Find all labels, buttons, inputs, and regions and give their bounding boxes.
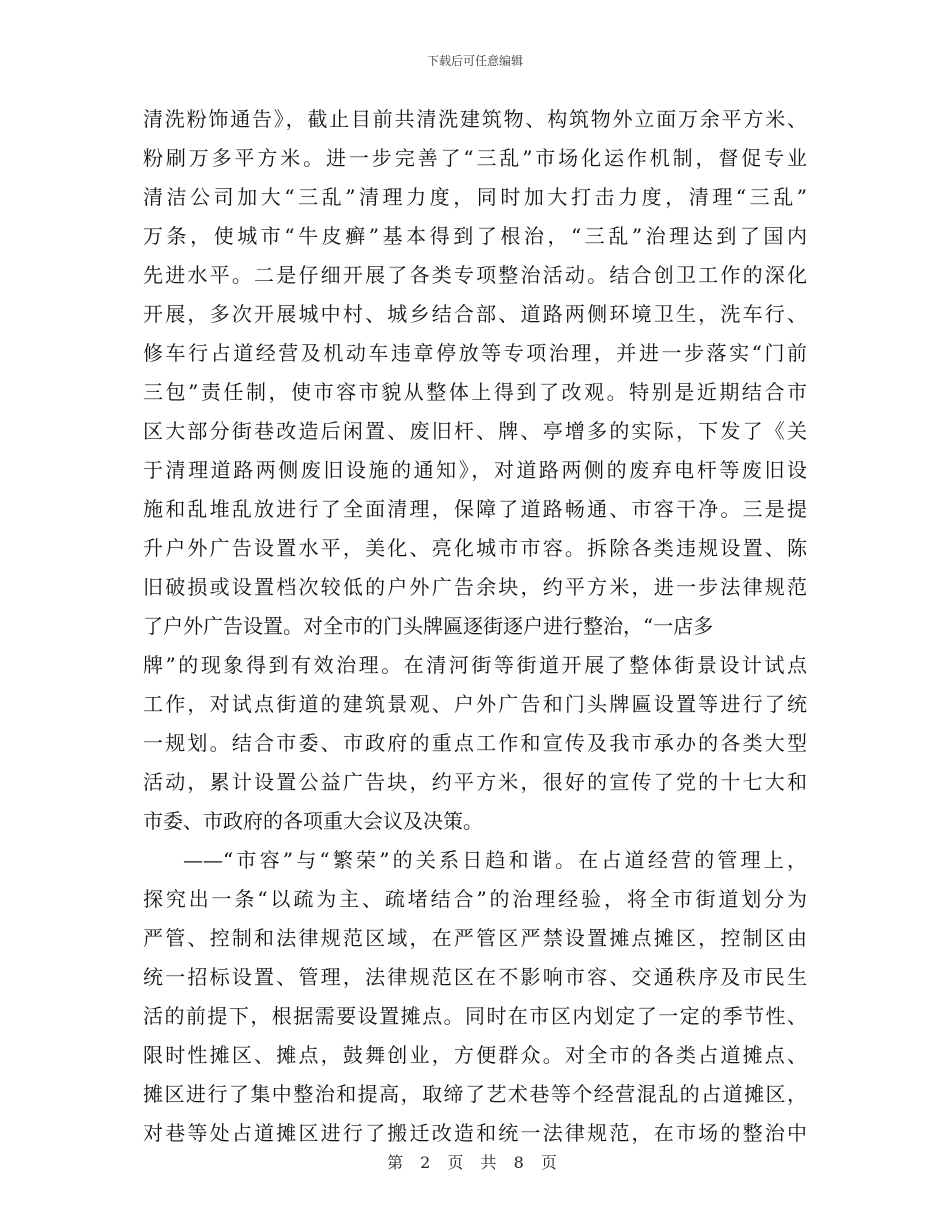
page-header-note: 下载后可任意编辑 <box>426 54 523 68</box>
text-line: 了户外广告设置。对全市的门头牌匾逐街逐户进行整治，“一店多 <box>143 614 714 638</box>
paragraph-end-line: 市委、市政府的各项重大会议及决策。 <box>143 809 483 833</box>
text-line: 对巷等处占道摊区进行了搬迁改造和统一法律规范，在市场的整治中 <box>143 1121 807 1145</box>
text-line: 工作，对试点街道的建筑景观、户外广告和门头牌匾设置等进行了统 <box>143 692 807 716</box>
text-line: 一规划。结合市委、市政府的重点工作和宣传及我市承办的各类大型 <box>143 731 807 755</box>
paragraph-start-line: ——“市容”与“繁荣”的关系日趋和谐。在占道经营的管理上， <box>183 848 807 872</box>
text-line: 万条，使城市“牛皮癣”基本得到了根治，“三乱”治理达到了国内 <box>143 224 807 248</box>
text-line: 施和乱堆乱放进行了全面清理，保障了道路畅通、市容干净。三是提 <box>143 497 807 521</box>
text-line: 先进水平。二是仔细开展了各类专项整治活动。结合创卫工作的深化 <box>143 263 807 287</box>
text-line: 严管、控制和法律规范区域，在严管区严禁设置摊点摊区，控制区由 <box>143 926 807 950</box>
document-body <box>143 100 807 1153</box>
text-line: 清洁公司加大“三乱”清理力度，同时加大打击力度，清理“三乱” <box>143 185 807 209</box>
text-line: 活的前提下，根据需要设置摊点。同时在市区内划定了一定的季节性、 <box>143 1004 807 1028</box>
text-line: 三包”责任制，使市容市貌从整体上得到了改观。特别是近期结合市 <box>143 380 807 404</box>
text-line: 于清理道路两侧废旧设施的通知》，对道路两侧的废弃电杆等废旧设 <box>143 458 807 482</box>
text-line: 清洗粉饰通告》，截止目前共清洗建筑物、构筑物外立面万余平方米、 <box>143 107 807 131</box>
text-line: 探究出一条“以疏为主、疏堵结合”的治理经验，将全市街道划分为 <box>143 887 807 911</box>
page-number-footer: 第 2 页 共 8 页 <box>387 1153 563 1172</box>
text-line: 摊区进行了集中整治和提高，取缔了艺术巷等个经营混乱的占道摊区， <box>143 1082 807 1106</box>
text-line: 限时性摊区、摊点，鼓舞创业，方便群众。对全市的各类占道摊点、 <box>143 1043 807 1067</box>
text-line: 升户外广告设置水平，美化、亮化城市市容。拆除各类违规设置、陈 <box>143 536 807 560</box>
text-line: 粉刷万多平方米。进一步完善了“三乱”市场化运作机制，督促专业 <box>143 146 807 170</box>
text-line: 修车行占道经营及机动车违章停放等专项治理，并进一步落实“门前 <box>143 341 807 365</box>
text-line: 旧破损或设置档次较低的户外广告余块，约平方米，进一步法律规范 <box>143 575 807 599</box>
text-line: 区大部分街巷改造后闲置、废旧杆、牌、亭增多的实际，下发了《关 <box>143 419 807 443</box>
text-line: 活动，累计设置公益广告块，约平方米，很好的宣传了党的十七大和 <box>143 770 807 794</box>
text-line: 开展，多次开展城中村、城乡结合部、道路两侧环境卫生，洗车行、 <box>143 302 807 326</box>
text-line: 牌”的现象得到有效治理。在清河街等街道开展了整体街景设计试点 <box>143 653 807 677</box>
text-line: 统一招标设置、管理，法律规范区在不影响市容、交通秩序及市民生 <box>143 965 807 989</box>
